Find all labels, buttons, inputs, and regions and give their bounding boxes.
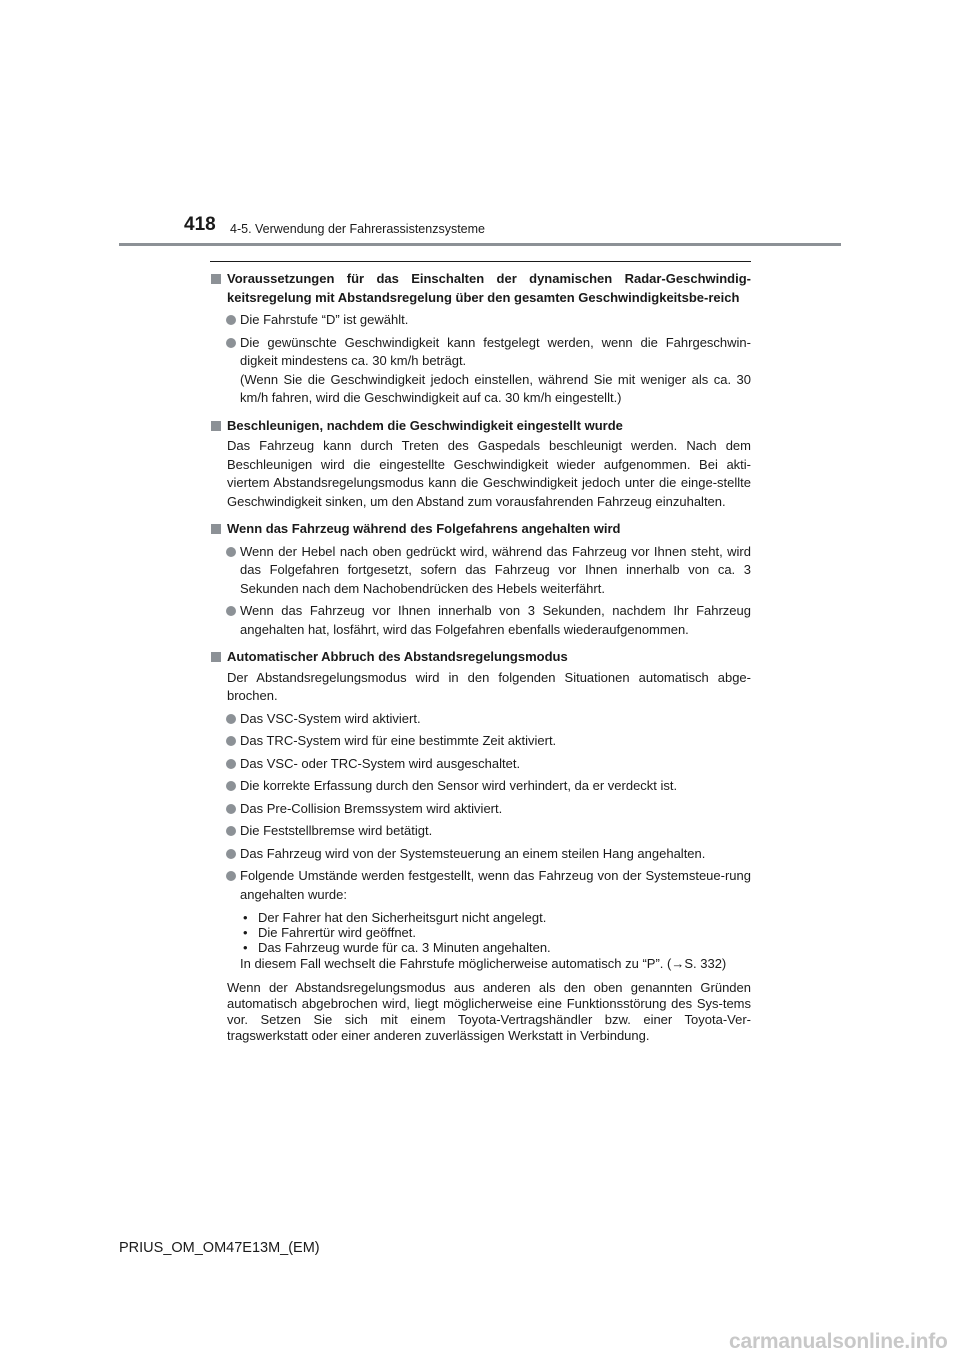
bullet-note: (Wenn Sie die Geschwindigkeit jedoch einstellen, während Sie mit weniger als ca. 30 km/h fahren, wird die Geschwindigkeit auf ca. 30 km/h eingestellt.)	[240, 371, 751, 405]
section-divider	[210, 261, 751, 262]
list-item: Die gewünschte Geschwindigkeit kann festgelegt werden, wenn die Fahrgeschwin-digkeit mindestens ca. 30 km/h beträgt.	[210, 334, 751, 371]
section-heading: Voraussetzungen für das Einschalten der dynamischen Radar-Geschwindig-keitsregelung mit Abstandsregelung über den gesamten Geschwindigkeitsbe-reich	[210, 270, 751, 307]
list-item: Das TRC-System wird für eine bestimmte Zeit aktiviert.	[210, 732, 751, 751]
document-code: PRIUS_OM_OM47E13M_(EM)	[119, 1240, 320, 1256]
sub-list-item: • Das Fahrzeug wurde für ca. 3 Minuten angehalten.	[243, 940, 551, 955]
round-bullet-icon	[226, 714, 236, 724]
section-text: Das Fahrzeug kann durch Treten des Gaspedals beschleunigt werden. Nach dem Beschleunigen wird die eingestellte Geschwindigkeit wieder aufgenommen. Bei akti-viertem Abstandsregelungsmodus kann die Geschwindigkeit jedoch unter die einge-stellte Geschwindigkeit sinken, um den Abstand zum vorausfahrenden Fahrzeug einzuhalten.	[227, 438, 751, 509]
sub-bullet-marker: •	[243, 925, 248, 940]
list-item: Das VSC- oder TRC-System wird ausgeschaltet.	[210, 755, 751, 774]
round-bullet-icon	[226, 606, 236, 616]
round-bullet-icon	[226, 871, 236, 881]
page-number: 418	[184, 214, 216, 235]
closing-paragraph: Wenn der Abstandsregelungsmodus aus anderen als den oben genannten Gründen automatisch abgebrochen wird, liegt möglicherweise eine Funktionsstörung des Sys-tems vor. Setzen Sie sich mit einem Toyota-Vertragshändler bzw. einer Toyota-Ver-tragswerkstatt oder einer anderen zuverlässigen Werkstatt in Verbindung.	[227, 979, 751, 1043]
round-bullet-icon	[226, 826, 236, 836]
round-bullet-icon	[226, 338, 236, 348]
section-heading: Beschleunigen, nachdem die Geschwindigkeit eingestellt wurde	[210, 417, 751, 436]
square-bullet-icon	[211, 421, 221, 431]
round-bullet-icon	[226, 315, 236, 325]
square-bullet-icon	[211, 652, 221, 662]
list-item: Wenn das Fahrzeug vor Ihnen innerhalb von 3 Sekunden, nachdem Ihr Fahrzeug angehalten hat, losfährt, wird das Folgefahren ebenfalls wiederaufgenommen.	[210, 602, 751, 639]
square-bullet-icon	[211, 524, 221, 534]
round-bullet-icon	[226, 804, 236, 814]
round-bullet-icon	[226, 547, 236, 557]
list-item: Folgende Umstände werden festgestellt, wenn das Fahrzeug von der Systemsteue-rung angehalten wurde:	[210, 867, 751, 904]
round-bullet-icon	[226, 759, 236, 769]
list-item: Die korrekte Erfassung durch den Sensor wird verhindert, da er verdeckt ist.	[210, 777, 751, 796]
sub-list	[210, 910, 751, 955]
list-item: Das Fahrzeug wird von der Systemsteuerung an einem steilen Hang angehalten.	[210, 845, 751, 864]
list-item: Wenn der Hebel nach oben gedrückt wird, während das Fahrzeug vor Ihnen steht, wird das Folgefahren fortgesetzt, sofern das Fahrzeug vor Ihnen innerhalb von ca. 3 Sekunden nach dem Nachobendrücken des Hebels weiterfährt.	[210, 543, 751, 599]
round-bullet-icon	[226, 736, 236, 746]
page-content	[210, 270, 751, 1044]
header-divider	[119, 243, 841, 246]
section-heading: Automatischer Abbruch des Abstandsregelungsmodus	[210, 648, 751, 667]
sub-bullet-marker: •	[243, 910, 248, 925]
round-bullet-icon	[226, 849, 236, 859]
sub-list-item: • Die Fahrertür wird geöffnet.	[243, 925, 416, 940]
list-item: Das VSC-System wird aktiviert.	[210, 710, 751, 729]
sub-bullet-marker: •	[243, 940, 248, 955]
section-intro: Der Abstandsregelungsmodus wird in den folgenden Situationen automatisch abge-brochen.	[227, 669, 751, 703]
page-reference-note: In diesem Fall wechselt die Fahrstufe möglicherweise automatisch zu “P”. (→S. 332)	[240, 956, 727, 971]
section-heading: Wenn das Fahrzeug während des Folgefahrens angehalten wird	[210, 520, 751, 539]
list-item: Die Feststellbremse wird betätigt.	[210, 822, 751, 841]
chapter-title: 4-5. Verwendung der Fahrerassistenzsysteme	[230, 222, 485, 236]
list-item: Das Pre-Collision Bremssystem wird aktiviert.	[210, 800, 751, 819]
watermark: carmanualsonline.info	[729, 1330, 948, 1353]
square-bullet-icon	[211, 274, 221, 284]
round-bullet-icon	[226, 781, 236, 791]
list-item: Die Fahrstufe “D” ist gewählt.	[210, 311, 751, 330]
sub-list-item: • Der Fahrer hat den Sicherheitsgurt nicht angelegt.	[243, 910, 547, 925]
